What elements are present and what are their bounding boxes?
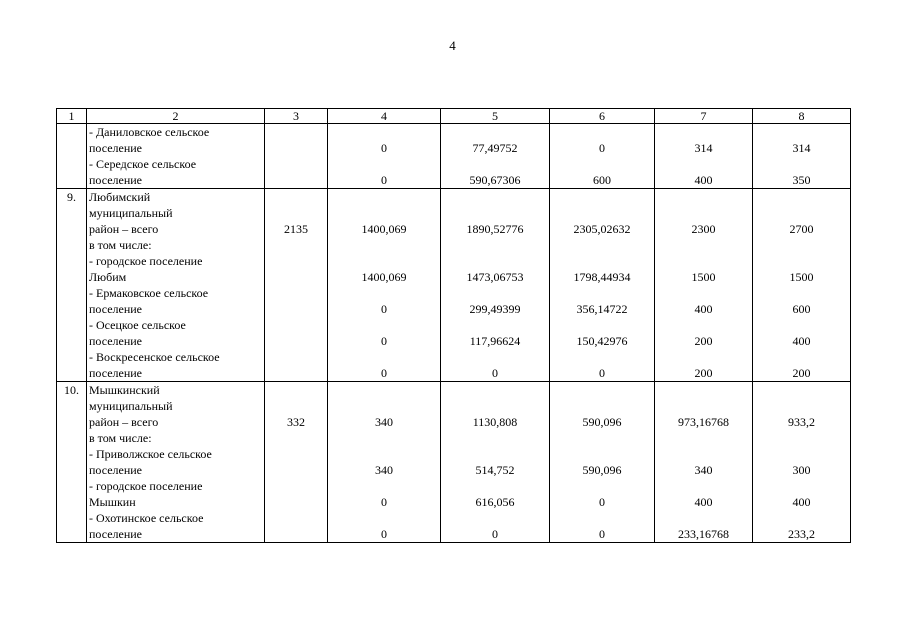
- value-line: 300: [792, 463, 811, 477]
- territory-name-cell: [87, 382, 265, 543]
- value-line: 1130,808: [472, 415, 518, 429]
- value-line: [443, 253, 547, 269]
- territory-name-line: Мышкин: [89, 495, 136, 509]
- value-line: 340: [694, 463, 713, 477]
- territory-name-line: муниципальный: [89, 399, 173, 413]
- value-line: [657, 237, 750, 253]
- value-cell-col-5: [441, 189, 550, 382]
- row-number-cell: 9.: [57, 189, 87, 382]
- value-line: [552, 446, 652, 462]
- value-line: [443, 510, 547, 526]
- value-line: 1890,52776: [466, 222, 524, 236]
- territory-name-line: Любим: [89, 270, 127, 284]
- value-line: [267, 478, 325, 494]
- value-line: [267, 365, 325, 381]
- value-line: [552, 349, 652, 365]
- table-row: [57, 382, 851, 543]
- value-line: 400: [694, 495, 713, 509]
- value-line: [657, 510, 750, 526]
- territory-name-line: - Воскресенское сельское: [89, 350, 220, 364]
- header-cell: 1: [57, 109, 87, 124]
- value-line: [552, 382, 652, 398]
- value-line: [657, 205, 750, 221]
- territory-name-line: муниципальный: [89, 206, 173, 220]
- value-line: [552, 398, 652, 414]
- header-cell: 6: [550, 109, 655, 124]
- value-line: [267, 430, 325, 446]
- value-line: 0: [599, 495, 605, 509]
- value-line: 1500: [691, 270, 716, 284]
- value-cell-col-7: [655, 382, 753, 543]
- value-line: 200: [694, 334, 713, 348]
- value-line: [755, 237, 848, 253]
- value-line: 600: [593, 173, 611, 187]
- value-line: 590,67306: [469, 173, 521, 187]
- value-line: 0: [381, 173, 387, 187]
- value-line: 332: [287, 415, 305, 429]
- value-line: 400: [792, 334, 811, 348]
- value-line: 616,056: [475, 495, 515, 509]
- value-cell-col-6: [550, 382, 655, 543]
- value-line: [755, 189, 848, 205]
- page-number: 4: [449, 38, 456, 53]
- territory-name-line: поселение: [89, 334, 143, 348]
- territory-name-line: - Даниловское сельское: [89, 125, 210, 139]
- value-line: [330, 430, 438, 446]
- value-line: [267, 140, 325, 156]
- value-line: 2700: [789, 222, 814, 236]
- value-line: [657, 317, 750, 333]
- table-body: [57, 109, 851, 543]
- value-line: [267, 349, 325, 365]
- territory-name-line: - Приволжское сельское: [89, 447, 212, 461]
- territory-name-line: район – всего: [89, 222, 159, 236]
- value-line: 0: [599, 366, 605, 380]
- value-line: [443, 478, 547, 494]
- value-line: [755, 317, 848, 333]
- value-line: 340: [375, 463, 393, 477]
- value-line: [267, 189, 325, 205]
- value-line: [755, 124, 848, 140]
- value-line: 350: [792, 173, 811, 187]
- territory-name-line: в том числе:: [89, 431, 152, 445]
- value-line: 1400,069: [361, 270, 407, 284]
- value-line: 400: [792, 495, 811, 509]
- territory-name-line: поселение: [89, 366, 143, 380]
- value-line: 590,096: [582, 415, 622, 429]
- value-line: [330, 253, 438, 269]
- value-line: 233,2: [788, 527, 815, 541]
- value-line: [552, 478, 652, 494]
- territory-name-line: Мышкинский: [89, 383, 160, 397]
- value-line: [657, 285, 750, 301]
- value-line: [443, 446, 547, 462]
- value-line: [657, 253, 750, 269]
- value-line: 233,16768: [678, 527, 729, 541]
- value-line: [552, 510, 652, 526]
- value-cell-col-6: [550, 189, 655, 382]
- value-line: 0: [599, 141, 605, 155]
- header-cell: 3: [265, 109, 328, 124]
- value-line: [552, 237, 652, 253]
- value-cell-col-6: [550, 124, 655, 189]
- header-cell: 2: [87, 109, 265, 124]
- value-line: 314: [694, 141, 713, 155]
- territory-name-cell: [87, 189, 265, 382]
- value-line: [657, 398, 750, 414]
- value-line: 0: [492, 527, 498, 541]
- territory-name-line: поселение: [89, 141, 143, 155]
- value-line: 150,42976: [576, 334, 628, 348]
- value-line: 600: [792, 302, 811, 316]
- value-line: [267, 526, 325, 542]
- value-cell-col-3: [265, 124, 328, 189]
- value-line: [330, 124, 438, 140]
- value-line: [330, 189, 438, 205]
- value-line: [267, 253, 325, 269]
- table-row: [57, 124, 851, 189]
- value-line: [330, 446, 438, 462]
- header-cell: 5: [441, 109, 550, 124]
- value-line: [552, 189, 652, 205]
- value-line: [657, 189, 750, 205]
- value-line: 514,752: [475, 463, 515, 477]
- value-line: [443, 237, 547, 253]
- value-line: [443, 205, 547, 221]
- value-line: 933,2: [788, 415, 815, 429]
- value-line: [267, 269, 325, 285]
- value-line: 0: [381, 495, 387, 509]
- value-line: [657, 478, 750, 494]
- value-line: [552, 285, 652, 301]
- value-line: 1473,06753: [466, 270, 524, 284]
- header-row: [57, 109, 851, 124]
- value-line: 1500: [789, 270, 814, 284]
- territory-name-line: поселение: [89, 302, 143, 316]
- value-cell-col-8: [753, 189, 851, 382]
- value-line: [330, 349, 438, 365]
- value-line: 1798,44934: [573, 270, 631, 284]
- value-line: 200: [694, 366, 713, 380]
- value-line: [267, 462, 325, 478]
- value-line: [267, 205, 325, 221]
- value-line: [267, 494, 325, 510]
- value-line: [267, 156, 325, 172]
- territory-name-cell: [87, 124, 265, 189]
- value-line: [267, 446, 325, 462]
- value-line: [657, 382, 750, 398]
- value-line: [657, 430, 750, 446]
- territory-name-line: Любимский: [89, 190, 151, 204]
- value-line: [330, 382, 438, 398]
- value-line: 400: [694, 173, 713, 187]
- value-line: [755, 349, 848, 365]
- value-line: [755, 156, 848, 172]
- value-line: [267, 333, 325, 349]
- territory-name-line: - Осецкое сельское: [89, 318, 186, 332]
- value-line: [267, 285, 325, 301]
- value-line: [330, 478, 438, 494]
- value-line: [755, 285, 848, 301]
- value-line: [755, 205, 848, 221]
- value-cell-col-3: [265, 382, 328, 543]
- value-cell-col-8: [753, 382, 851, 543]
- value-line: 2305,02632: [573, 222, 631, 236]
- value-cell-col-4: [328, 189, 441, 382]
- header-cell: 4: [328, 109, 441, 124]
- value-cell-col-7: [655, 189, 753, 382]
- value-line: 77,49752: [472, 141, 518, 155]
- value-line: [330, 237, 438, 253]
- value-line: [755, 398, 848, 414]
- value-line: [552, 156, 652, 172]
- value-line: [443, 124, 547, 140]
- value-line: [552, 253, 652, 269]
- territory-name-line: - городское поселение: [89, 254, 203, 268]
- row-number-cell: [57, 124, 87, 189]
- value-line: [443, 398, 547, 414]
- value-line: 590,096: [582, 463, 622, 477]
- value-line: [267, 510, 325, 526]
- value-line: [755, 510, 848, 526]
- territory-name-line: район – всего: [89, 415, 159, 429]
- value-cell-col-3: [265, 189, 328, 382]
- value-line: [443, 349, 547, 365]
- value-line: [552, 430, 652, 446]
- value-line: 340: [375, 415, 393, 429]
- value-line: 299,49399: [469, 302, 521, 316]
- value-line: [443, 430, 547, 446]
- territory-name-line: в том числе:: [89, 238, 152, 252]
- value-line: 0: [381, 366, 387, 380]
- value-line: [755, 382, 848, 398]
- value-line: [330, 205, 438, 221]
- value-line: 2300: [691, 222, 716, 236]
- value-line: [657, 156, 750, 172]
- value-line: [443, 285, 547, 301]
- value-cell-col-4: [328, 124, 441, 189]
- territory-name-line: - Охотинское сельское: [89, 511, 204, 525]
- value-line: [330, 510, 438, 526]
- value-line: [552, 205, 652, 221]
- value-line: [552, 317, 652, 333]
- value-line: [443, 189, 547, 205]
- value-cell-col-5: [441, 124, 550, 189]
- territory-name-line: - городское поселение: [89, 479, 203, 493]
- value-line: 200: [792, 366, 811, 380]
- value-line: [657, 446, 750, 462]
- value-line: [267, 317, 325, 333]
- value-line: [330, 398, 438, 414]
- value-line: [330, 317, 438, 333]
- territory-name-line: - Середское сельское: [89, 157, 197, 171]
- territory-name-line: поселение: [89, 527, 143, 541]
- value-line: [330, 156, 438, 172]
- table-row: [57, 189, 851, 382]
- value-cell-col-8: [753, 124, 851, 189]
- value-line: 400: [694, 302, 713, 316]
- value-line: [267, 124, 325, 140]
- value-line: [443, 317, 547, 333]
- value-line: 973,16768: [678, 415, 729, 429]
- value-line: [443, 156, 547, 172]
- value-line: 0: [599, 527, 605, 541]
- value-line: [443, 382, 547, 398]
- value-line: [755, 430, 848, 446]
- value-line: 2135: [284, 222, 308, 236]
- value-line: [657, 124, 750, 140]
- value-line: [267, 398, 325, 414]
- value-cell-col-7: [655, 124, 753, 189]
- value-line: [330, 285, 438, 301]
- value-line: 0: [381, 527, 387, 541]
- value-line: 0: [381, 141, 387, 155]
- value-line: [755, 478, 848, 494]
- value-cell-col-5: [441, 382, 550, 543]
- value-line: 0: [492, 366, 498, 380]
- value-line: 117,96624: [469, 334, 521, 348]
- value-line: 1400,069: [361, 222, 407, 236]
- value-line: [552, 124, 652, 140]
- value-line: [755, 253, 848, 269]
- value-line: 0: [381, 302, 387, 316]
- value-line: [267, 172, 325, 188]
- territory-name-line: поселение: [89, 463, 143, 477]
- header-cell: 8: [753, 109, 851, 124]
- data-table: [56, 108, 851, 543]
- value-line: 0: [381, 334, 387, 348]
- territory-name-line: - Ермаковское сельское: [89, 286, 209, 300]
- territory-name-line: поселение: [89, 173, 143, 187]
- value-line: [267, 237, 325, 253]
- value-line: [267, 301, 325, 317]
- value-cell-col-4: [328, 382, 441, 543]
- value-line: 356,14722: [576, 302, 628, 316]
- header-cell: 7: [655, 109, 753, 124]
- value-line: [657, 349, 750, 365]
- value-line: [755, 446, 848, 462]
- value-line: [267, 382, 325, 398]
- value-line: 314: [792, 141, 811, 155]
- row-number-cell: 10.: [57, 382, 87, 543]
